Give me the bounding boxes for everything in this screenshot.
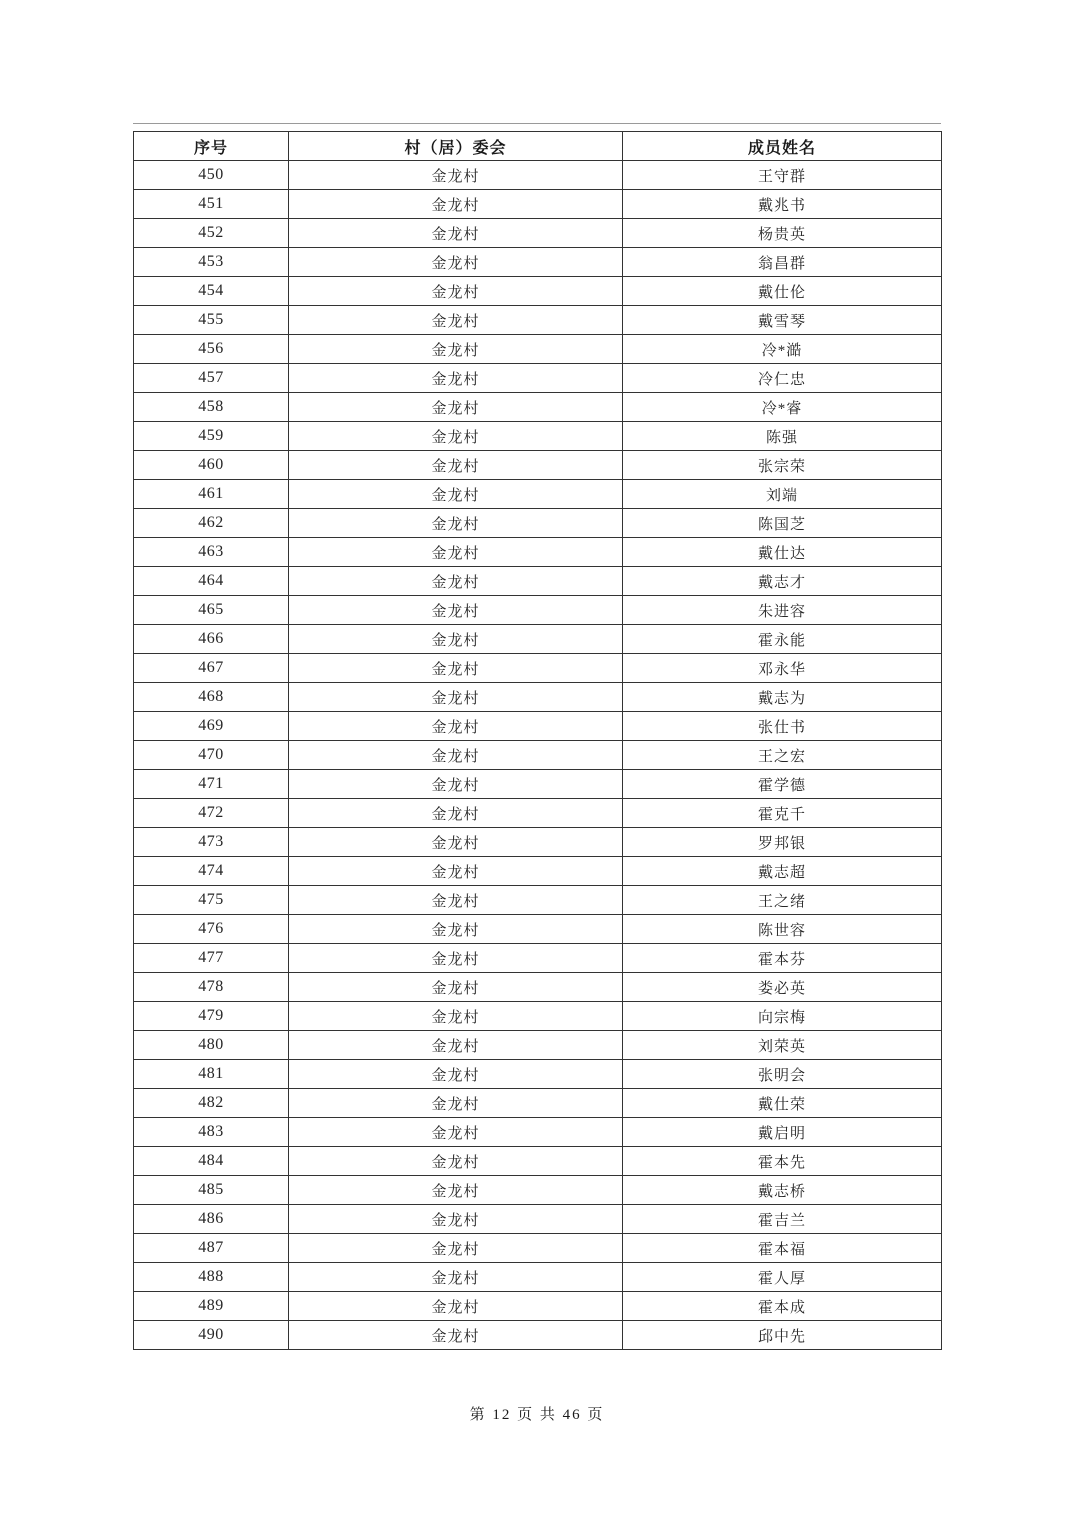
serial-cell: 470 — [134, 741, 289, 770]
serial-cell: 462 — [134, 509, 289, 538]
table-row — [134, 828, 942, 857]
table-row — [134, 944, 942, 973]
serial-cell: 474 — [134, 857, 289, 886]
table-row — [134, 248, 942, 277]
table-row — [134, 161, 942, 190]
table-row — [134, 1292, 942, 1321]
serial-cell: 459 — [134, 422, 289, 451]
serial-cell: 468 — [134, 683, 289, 712]
name-cell: 陈强 — [623, 422, 942, 451]
serial-cell: 465 — [134, 596, 289, 625]
name-cell: 张仕书 — [623, 712, 942, 741]
village-cell: 金龙村 — [289, 277, 623, 306]
serial-cell: 461 — [134, 480, 289, 509]
village-cell: 金龙村 — [289, 1205, 623, 1234]
name-cell: 戴志桥 — [623, 1176, 942, 1205]
village-cell: 金龙村 — [289, 625, 623, 654]
village-cell: 金龙村 — [289, 1234, 623, 1263]
village-cell: 金龙村 — [289, 335, 623, 364]
name-cell: 戴雪琴 — [623, 306, 942, 335]
table-row — [134, 915, 942, 944]
table-row — [134, 1176, 942, 1205]
name-cell: 戴志为 — [623, 683, 942, 712]
table-body — [134, 161, 942, 1350]
table-row — [134, 277, 942, 306]
name-cell: 戴仕伦 — [623, 277, 942, 306]
serial-cell: 454 — [134, 277, 289, 306]
serial-cell: 463 — [134, 538, 289, 567]
table-row — [134, 335, 942, 364]
village-cell: 金龙村 — [289, 1176, 623, 1205]
table-row — [134, 1321, 942, 1350]
serial-cell: 469 — [134, 712, 289, 741]
table-row — [134, 1089, 942, 1118]
name-cell: 朱进容 — [623, 596, 942, 625]
village-cell: 金龙村 — [289, 190, 623, 219]
table-row — [134, 596, 942, 625]
table-row — [134, 480, 942, 509]
table-row — [134, 567, 942, 596]
serial-cell: 475 — [134, 886, 289, 915]
village-cell: 金龙村 — [289, 248, 623, 277]
serial-cell: 479 — [134, 1002, 289, 1031]
village-cell: 金龙村 — [289, 828, 623, 857]
serial-cell: 473 — [134, 828, 289, 857]
village-cell: 金龙村 — [289, 857, 623, 886]
table-row — [134, 1234, 942, 1263]
serial-cell: 472 — [134, 799, 289, 828]
name-cell: 霍本先 — [623, 1147, 942, 1176]
village-cell: 金龙村 — [289, 973, 623, 1002]
table-row — [134, 799, 942, 828]
table-row — [134, 1118, 942, 1147]
serial-cell: 460 — [134, 451, 289, 480]
village-cell: 金龙村 — [289, 219, 623, 248]
village-cell: 金龙村 — [289, 1263, 623, 1292]
serial-cell: 452 — [134, 219, 289, 248]
village-cell: 金龙村 — [289, 1031, 623, 1060]
table-row — [134, 393, 942, 422]
table-row — [134, 683, 942, 712]
village-cell: 金龙村 — [289, 915, 623, 944]
serial-cell: 458 — [134, 393, 289, 422]
table-row — [134, 857, 942, 886]
table-row — [134, 886, 942, 915]
name-cell: 刘端 — [623, 480, 942, 509]
serial-cell: 486 — [134, 1205, 289, 1234]
table-row — [134, 1031, 942, 1060]
name-cell: 翁昌群 — [623, 248, 942, 277]
serial-cell: 451 — [134, 190, 289, 219]
table-row — [134, 306, 942, 335]
serial-cell: 484 — [134, 1147, 289, 1176]
table-row — [134, 364, 942, 393]
table-row — [134, 190, 942, 219]
serial-cell: 480 — [134, 1031, 289, 1060]
serial-cell: 481 — [134, 1060, 289, 1089]
table-row — [134, 741, 942, 770]
name-cell: 戴启明 — [623, 1118, 942, 1147]
name-cell: 王之绪 — [623, 886, 942, 915]
table-row — [134, 509, 942, 538]
name-cell: 向宗梅 — [623, 1002, 942, 1031]
name-cell: 冷*澔 — [623, 335, 942, 364]
members-table-container — [133, 131, 941, 1350]
village-cell: 金龙村 — [289, 538, 623, 567]
village-cell: 金龙村 — [289, 741, 623, 770]
table-row — [134, 1263, 942, 1292]
table-header-row — [134, 132, 942, 161]
serial-cell: 477 — [134, 944, 289, 973]
village-cell: 金龙村 — [289, 480, 623, 509]
name-cell: 霍永能 — [623, 625, 942, 654]
village-cell: 金龙村 — [289, 886, 623, 915]
table-row — [134, 1002, 942, 1031]
name-cell: 杨贵英 — [623, 219, 942, 248]
serial-cell: 482 — [134, 1089, 289, 1118]
name-cell: 霍学德 — [623, 770, 942, 799]
name-cell: 陈世容 — [623, 915, 942, 944]
page-break-line — [133, 123, 941, 124]
serial-cell: 457 — [134, 364, 289, 393]
table-row — [134, 770, 942, 799]
village-cell: 金龙村 — [289, 770, 623, 799]
name-cell: 罗邦银 — [623, 828, 942, 857]
name-cell: 戴仕荣 — [623, 1089, 942, 1118]
name-cell: 霍本芬 — [623, 944, 942, 973]
village-cell: 金龙村 — [289, 596, 623, 625]
name-cell: 霍本福 — [623, 1234, 942, 1263]
village-cell: 金龙村 — [289, 393, 623, 422]
serial-cell: 455 — [134, 306, 289, 335]
village-cell: 金龙村 — [289, 451, 623, 480]
header-village-committee: 村（居）委会 — [289, 132, 623, 161]
serial-cell: 487 — [134, 1234, 289, 1263]
name-cell: 戴仕达 — [623, 538, 942, 567]
table-row — [134, 1205, 942, 1234]
village-cell: 金龙村 — [289, 944, 623, 973]
name-cell: 娄必英 — [623, 973, 942, 1002]
village-cell: 金龙村 — [289, 1321, 623, 1350]
serial-cell: 478 — [134, 973, 289, 1002]
name-cell: 张明会 — [623, 1060, 942, 1089]
table-row — [134, 712, 942, 741]
name-cell: 冷*睿 — [623, 393, 942, 422]
name-cell: 陈国芝 — [623, 509, 942, 538]
serial-cell: 483 — [134, 1118, 289, 1147]
table-row — [134, 654, 942, 683]
serial-cell: 450 — [134, 161, 289, 190]
serial-cell: 488 — [134, 1263, 289, 1292]
village-cell: 金龙村 — [289, 1060, 623, 1089]
serial-cell: 476 — [134, 915, 289, 944]
name-cell: 张宗荣 — [623, 451, 942, 480]
table-row — [134, 1147, 942, 1176]
village-cell: 金龙村 — [289, 1089, 623, 1118]
name-cell: 刘荣英 — [623, 1031, 942, 1060]
village-cell: 金龙村 — [289, 799, 623, 828]
village-cell: 金龙村 — [289, 683, 623, 712]
village-cell: 金龙村 — [289, 422, 623, 451]
name-cell: 邓永华 — [623, 654, 942, 683]
serial-cell: 485 — [134, 1176, 289, 1205]
name-cell: 王守群 — [623, 161, 942, 190]
table-row — [134, 451, 942, 480]
village-cell: 金龙村 — [289, 654, 623, 683]
table-row — [134, 625, 942, 654]
serial-cell: 490 — [134, 1321, 289, 1350]
table-row — [134, 1060, 942, 1089]
name-cell: 邱中先 — [623, 1321, 942, 1350]
name-cell: 霍吉兰 — [623, 1205, 942, 1234]
name-cell: 王之宏 — [623, 741, 942, 770]
village-cell: 金龙村 — [289, 1147, 623, 1176]
village-cell: 金龙村 — [289, 712, 623, 741]
village-cell: 金龙村 — [289, 364, 623, 393]
name-cell: 霍本成 — [623, 1292, 942, 1321]
village-cell: 金龙村 — [289, 306, 623, 335]
name-cell: 戴兆书 — [623, 190, 942, 219]
table-row — [134, 973, 942, 1002]
serial-cell: 489 — [134, 1292, 289, 1321]
village-cell: 金龙村 — [289, 1292, 623, 1321]
village-cell: 金龙村 — [289, 567, 623, 596]
members-table — [133, 131, 942, 1350]
name-cell: 霍人厚 — [623, 1263, 942, 1292]
village-cell: 金龙村 — [289, 1002, 623, 1031]
serial-cell: 471 — [134, 770, 289, 799]
table-row — [134, 422, 942, 451]
header-serial: 序号 — [134, 132, 289, 161]
serial-cell: 467 — [134, 654, 289, 683]
name-cell: 冷仁忠 — [623, 364, 942, 393]
village-cell: 金龙村 — [289, 161, 623, 190]
table-row — [134, 219, 942, 248]
table-row — [134, 538, 942, 567]
serial-cell: 453 — [134, 248, 289, 277]
name-cell: 戴志超 — [623, 857, 942, 886]
village-cell: 金龙村 — [289, 1118, 623, 1147]
name-cell: 戴志才 — [623, 567, 942, 596]
name-cell: 霍克千 — [623, 799, 942, 828]
header-member-name: 成员姓名 — [623, 132, 942, 161]
serial-cell: 464 — [134, 567, 289, 596]
page-footer: 第 12 页 共 46 页 — [469, 1407, 605, 1423]
village-cell: 金龙村 — [289, 509, 623, 538]
serial-cell: 466 — [134, 625, 289, 654]
serial-cell: 456 — [134, 335, 289, 364]
